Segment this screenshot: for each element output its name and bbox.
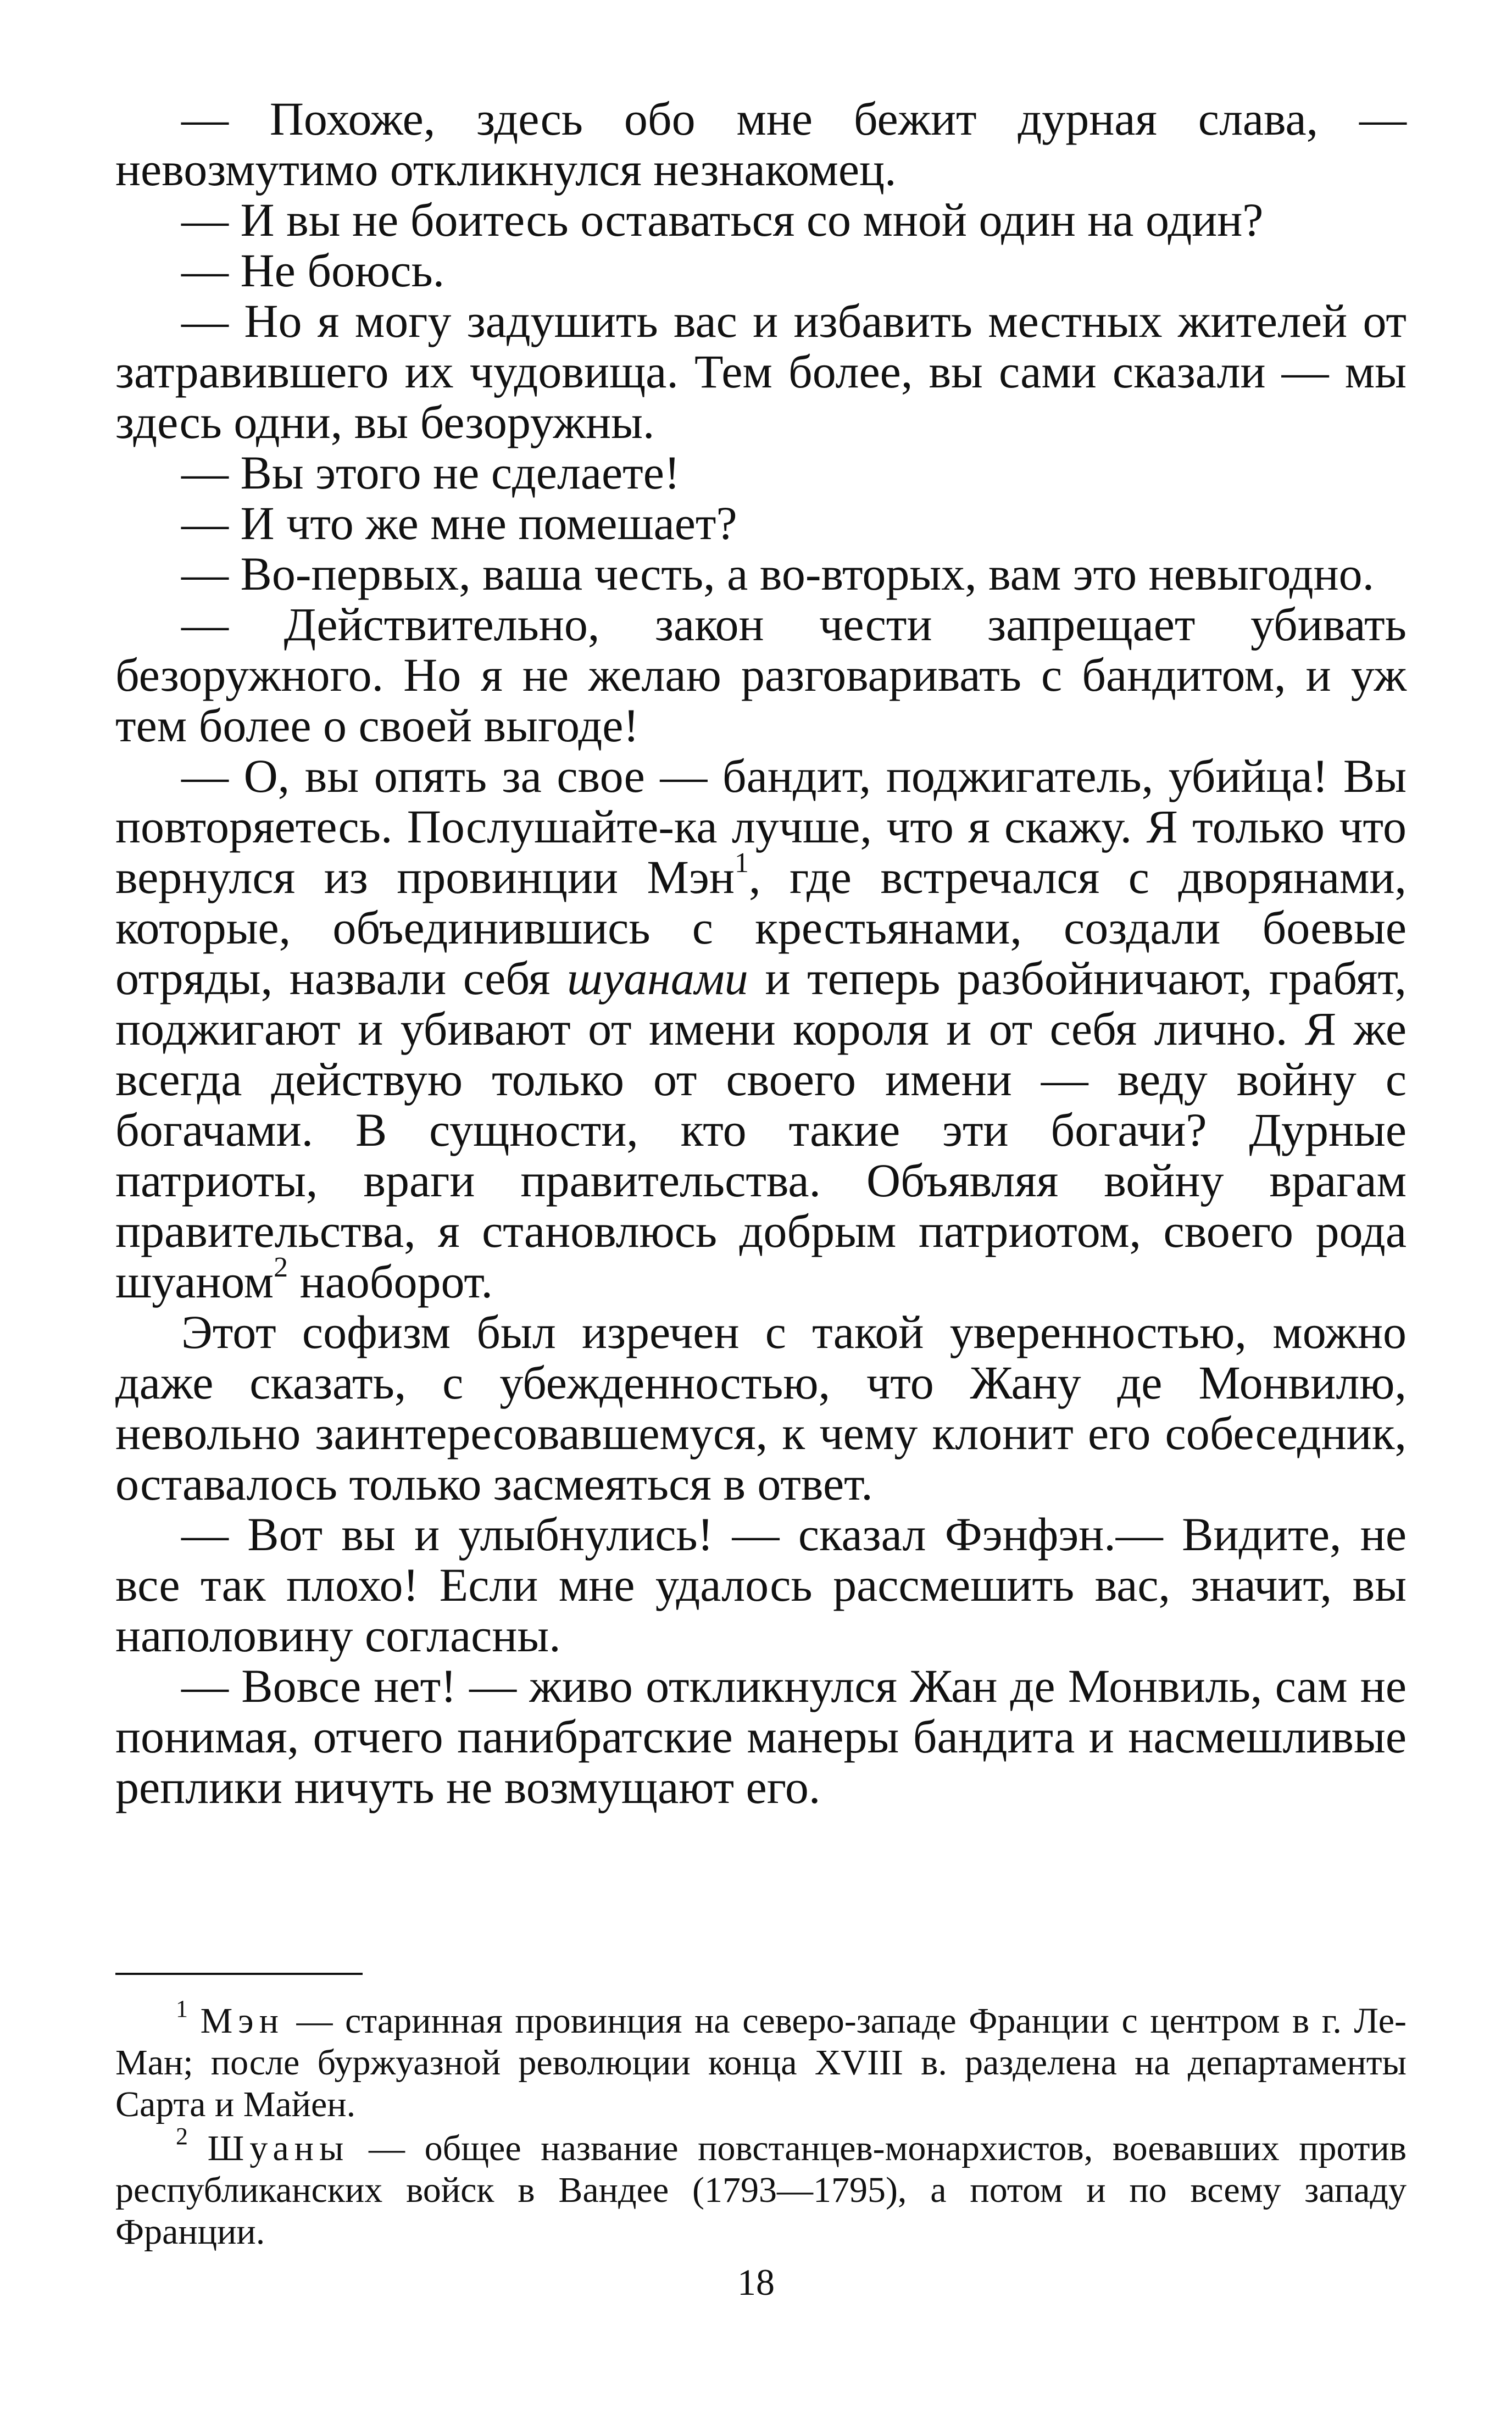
paragraph: — Вы этого не сделаете!: [181, 446, 680, 499]
footnote-separator: [115, 1973, 363, 1975]
paragraph-text: и теперь разбойничают, грабят, поджигают и убивают от имени короля и от себя лично. Я же всегда действую только от своего имени — веду войну с богачами. В сущности, кто такие эти богачи? Дурные патриоты, враги правительства. Объявляя войну врагам правительства, я становлюсь добрым патриотом, своего рода шуаном: [115, 952, 1407, 1308]
paragraph: — Вот вы и улыбнулись! — сказал Фэнфэн.— Видите, не все так плохо! Если мне удалось рассмешить вас, значит, вы наполовину согласны.: [115, 1508, 1407, 1662]
footnote-2: [115, 2123, 1407, 2253]
footnote-term: Мэн: [200, 2001, 284, 2041]
main-text: [115, 93, 1407, 1812]
footnote-text: — общее название повстанцев-монархистов, воевавших против республиканских войск в Вандее (1793—1795), а потом и по всему западу Франции.: [115, 2128, 1407, 2252]
paragraph: — Но я могу задушить вас и избавить местных жителей от затравившего их чудовища. Тем более, вы сами сказали — мы здесь одни, вы безоружны.: [115, 295, 1407, 448]
footnote-ref-2: 2: [274, 1252, 288, 1284]
italic-term: шуанами: [567, 952, 748, 1005]
footnote-ref-1: 1: [734, 847, 749, 879]
paragraph-text: — О, вы опять за свое — бандит, поджигатель, убийца! Вы повторяетесь. Послушайте-ка лучше, что я скажу. Я только что вернулся из провинции Мэн: [115, 750, 1407, 903]
paragraph-text: , где встречался с дворянами, которые, объединившись с крестьянами, создали боевые отряды, назвали себя: [115, 851, 1407, 1005]
footnote-term: Шуаны: [207, 2128, 349, 2168]
footnotes: [115, 1995, 1407, 2255]
paragraph: Этот софизм был изречен с такой уверенностью, можно даже сказать, с убежденностью, что Жану де Монвилю, невольно заинтересовавшемуся, к чему клонит его собеседник, оставалось только засмеяться в ответ.: [115, 1306, 1407, 1510]
paragraph: — Похоже, здесь обо мне бежит дурная слава, — невозмутимо откликнулся незнакомец.: [115, 92, 1407, 196]
paragraph: — Вовсе нет! — живо откликнулся Жан де Монвиль, сам не понимая, отчего панибратские манеры бандита и насмешливые реплики ничуть не возмущают его.: [115, 1660, 1407, 1813]
paragraph: — И вы не боитесь оставаться со мной один на один?: [181, 193, 1264, 246]
paragraph: — Во-первых, ваша честь, а во-вторых, вам это невыгодно.: [181, 547, 1375, 600]
footnote-mark: 1: [176, 1995, 188, 2022]
paragraph: — Не боюсь.: [181, 244, 445, 297]
paragraph-text: наоборот.: [288, 1255, 493, 1308]
footnote-text: — старинная провинция на северо-западе Франции с центром в г. Ле-Ман; после буржуазной революции конца XVIII в. разделена на департаменты Сарта и Майен.: [115, 2001, 1407, 2124]
paragraph: — Действительно, закон чести запрещает убивать безоружного. Но я не желаю разговаривать с бандитом, и уж тем более о своей выгоде!: [115, 598, 1407, 752]
footnote-1: [115, 1995, 1407, 2126]
paragraph: — И что же мне помешает?: [181, 497, 737, 550]
page-number: 18: [737, 2261, 775, 2303]
footnote-mark: 2: [176, 2123, 188, 2150]
paragraph-with-footnote-refs: [115, 751, 1407, 1307]
